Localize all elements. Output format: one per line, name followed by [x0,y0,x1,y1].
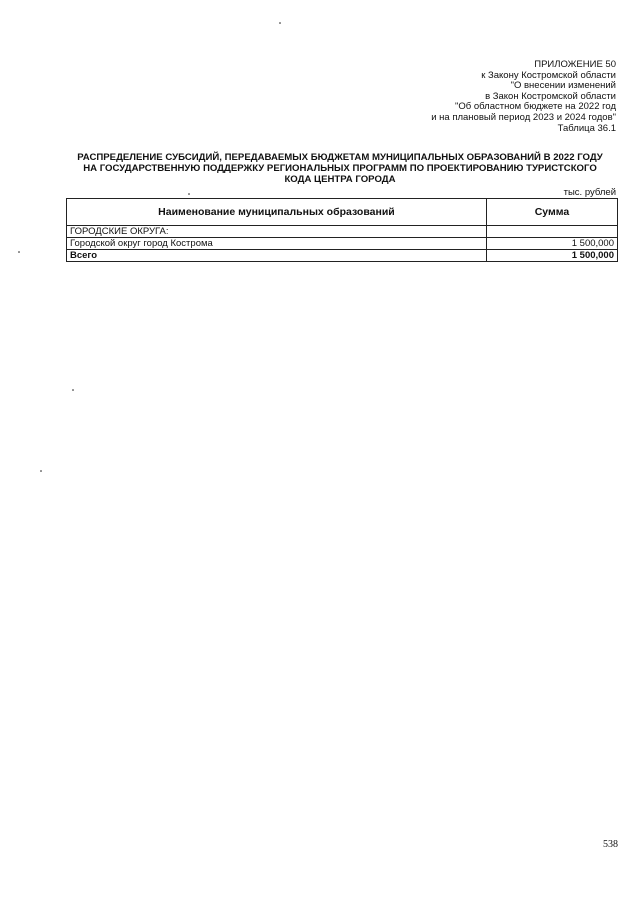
page-number: 538 [603,839,618,850]
header-name: Наименование муниципальных образований [67,199,487,226]
appendix-law-title-1: "О внесении изменений [510,80,616,92]
appendix-header [431,60,616,134]
total-amount: 1 500,000 [486,250,617,262]
total-row [67,250,618,262]
scan-speck [72,389,74,391]
title-line-1: РАСПРЕДЕЛЕНИЕ СУБСИДИЙ, ПЕРЕДАВАЕМЫХ БЮДЖЕТАМ МУНИЦИПАЛЬНЫХ ОБРАЗОВАНИЙ В 2022 ГОДУ [77,152,603,163]
section-label: ГОРОДСКИЕ ОКРУГА: [67,226,487,238]
scan-speck [188,193,190,195]
title-line-3: КОДА ЦЕНТРА ГОРОДА [284,174,396,186]
table-number: Таблица 36.1 [557,122,616,134]
section-row [67,226,618,238]
table-row [67,238,618,250]
header-sum: Сумма [486,199,617,226]
appendix-law-title-2: в Закон Костромской области [485,90,616,102]
total-label: Всего [67,250,487,262]
row-amount: 1 500,000 [486,238,617,250]
scan-speck [40,470,42,472]
appendix-law-ref: к Закону Костромской области [481,69,616,81]
scan-speck [18,251,20,253]
units-label: тыс. рублей [563,187,616,198]
scan-speck [279,22,281,24]
document-title [60,152,620,186]
row-name: Городской округ город Кострома [67,238,487,250]
appendix-number: ПРИЛОЖЕНИЕ 50 [534,59,616,70]
appendix-law-title-4: и на плановый период 2023 и 2024 годов" [431,111,616,123]
subsidy-table [66,198,618,262]
appendix-law-title-3: "Об областном бюджете на 2022 год [455,101,616,113]
table-header-row [67,199,618,226]
section-amount [486,226,617,238]
title-line-2: НА ГОСУДАРСТВЕННУЮ ПОДДЕРЖКУ РЕГИОНАЛЬНЫХ ПРОГРАММ ПО ПРОЕКТИРОВАНИЮ ТУРИСТСКОГО [83,163,597,175]
